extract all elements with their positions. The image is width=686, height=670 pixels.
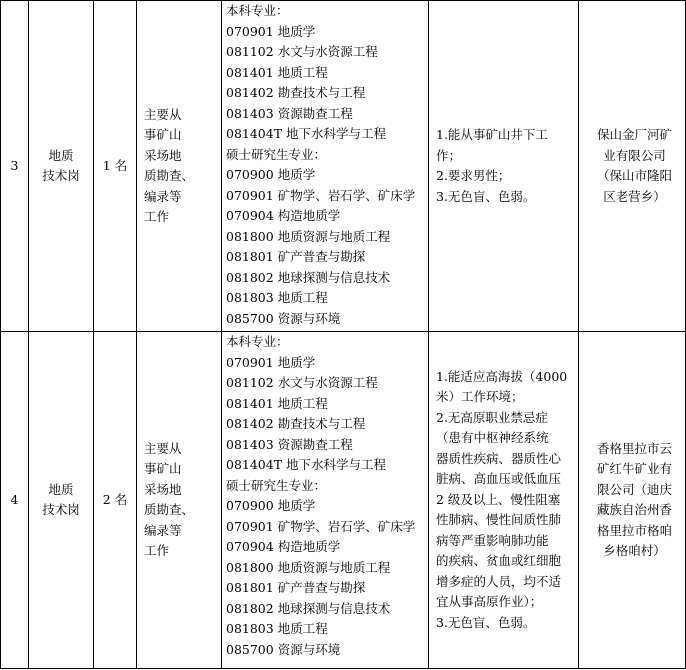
row-number: 4 xyxy=(1,332,29,669)
duty-line: 事矿山 xyxy=(144,127,182,142)
major-list xyxy=(222,1,429,332)
duty-description xyxy=(137,1,222,332)
duty-line: 主要从 xyxy=(144,440,182,456)
requirement-line: 米）工作环境； xyxy=(436,389,524,405)
duty-line: 工作 xyxy=(144,209,170,224)
headcount: 2 名 xyxy=(94,332,137,669)
major-line: 081802 地球探测与信息技术 xyxy=(226,269,391,285)
requirements xyxy=(429,332,579,669)
requirement-line: 3.无色盲、色弱。 xyxy=(436,188,536,204)
duty-line: 质勘查、 xyxy=(144,502,195,517)
major-list xyxy=(222,332,429,669)
requirement-line: 2.无高原职业禁忌症 xyxy=(436,409,548,425)
post-line: 地质 xyxy=(48,481,74,497)
requirement-line: 性肺病、慢性间质性肺 xyxy=(436,512,562,528)
headcount: 1 名 xyxy=(94,1,137,332)
major-line: 081403 资源勘查工程 xyxy=(226,105,353,121)
major-line: 081801 矿产普查与勘探 xyxy=(226,249,366,264)
post-line: 技术岗 xyxy=(42,168,80,183)
major-line: 硕士研究生专业： xyxy=(226,146,327,162)
requirement-line: 作； xyxy=(436,147,462,163)
major-line: 本科专业： xyxy=(226,3,289,18)
major-line: 070900 地质学 xyxy=(226,498,316,513)
post-line: 地质 xyxy=(48,147,74,163)
duty-description xyxy=(137,332,222,669)
major-line: 081401 地质工程 xyxy=(226,395,328,411)
major-line: 081803 地质工程 xyxy=(226,621,328,636)
row-number: 3 xyxy=(1,1,29,332)
duty-line: 编录等 xyxy=(144,188,182,204)
requirement-line: 3.无色盲、色弱。 xyxy=(436,614,536,630)
major-line: 硕士研究生专业： xyxy=(226,477,327,493)
post-line: 技术岗 xyxy=(42,502,80,517)
major-line: 081802 地球探测与信息技术 xyxy=(226,600,391,616)
major-line: 081800 地质资源与地质工程 xyxy=(226,559,391,575)
major-line: 070904 构造地质学 xyxy=(226,208,341,223)
requirement-line: 2.要求男性； xyxy=(436,168,511,183)
major-line: 081404T 地下水科学与工程 xyxy=(226,457,387,472)
requirement-line: （患有中枢神经系统 xyxy=(436,430,549,446)
major-line: 081402 勘查技术与工程 xyxy=(226,416,366,431)
major-line: 081403 资源勘查工程 xyxy=(226,436,353,452)
table-row xyxy=(1,332,686,669)
duty-line: 采场地 xyxy=(144,481,182,497)
unit-line: 香格里拉市云 xyxy=(596,440,672,456)
major-line: 085700 资源与环境 xyxy=(226,641,341,657)
unit-line: 业有限公司 xyxy=(603,147,666,163)
requirement-line: 2 级及以上、慢性阻塞 xyxy=(436,491,561,507)
major-line: 081404T 地下水科学与工程 xyxy=(226,126,387,141)
requirement-line: 宜从事高原作业）； xyxy=(436,594,543,610)
requirement-line: 1.能从事矿山井下工 xyxy=(436,127,548,142)
unit-line: 乡格咱村） xyxy=(603,543,666,558)
requirement-line: 1.能适应高海拔（4000 xyxy=(436,368,568,384)
duty-line: 编录等 xyxy=(144,522,182,538)
requirement-line: 器质性疾病、器质性心 xyxy=(436,450,562,466)
major-line: 081102 水文与水资源工程 xyxy=(226,375,378,390)
requirements xyxy=(429,1,579,332)
requirement-line: 病等严重影响肺功能 xyxy=(436,532,549,548)
table-row xyxy=(1,1,686,332)
major-line: 081401 地质工程 xyxy=(226,64,328,80)
duty-line: 事矿山 xyxy=(144,461,182,476)
post-name xyxy=(29,1,94,332)
requirement-line: 的疾病、贫血或红细胞 xyxy=(436,553,562,569)
major-line: 085700 资源与环境 xyxy=(226,310,341,326)
duty-line: 工作 xyxy=(144,543,170,558)
unit-line: 区老营乡） xyxy=(603,188,666,204)
unit-line: 藏族自治州香 xyxy=(596,502,672,517)
major-line: 081803 地质工程 xyxy=(226,290,328,305)
major-line: 070901 矿物学、岩石学、矿床学 xyxy=(226,187,416,203)
major-line: 081801 矿产普查与勘探 xyxy=(226,580,366,595)
duty-line: 采场地 xyxy=(144,147,182,163)
major-line: 070901 地质学 xyxy=(226,23,316,39)
unit-line: 矿红牛矿业有 xyxy=(596,461,672,476)
employer-unit xyxy=(579,332,686,669)
unit-line: （保山市隆阳 xyxy=(596,168,672,183)
duty-line: 质勘查、 xyxy=(144,168,195,183)
major-line: 081800 地质资源与地质工程 xyxy=(226,228,391,244)
major-line: 070901 矿物学、岩石学、矿床学 xyxy=(226,518,416,534)
post-name xyxy=(29,332,94,669)
unit-line: 限公司（迪庆 xyxy=(596,481,672,497)
major-line: 081402 勘查技术与工程 xyxy=(226,85,366,100)
major-line: 070901 地质学 xyxy=(226,354,316,370)
unit-line: 格里拉市格咱 xyxy=(596,522,672,538)
requirement-line: 脏病、高血压或低血压 xyxy=(436,471,562,487)
major-line: 本科专业： xyxy=(226,334,289,349)
employer-unit xyxy=(579,1,686,332)
unit-line: 保山金厂河矿 xyxy=(596,127,672,142)
major-line: 070900 地质学 xyxy=(226,167,316,182)
requirement-line: 增多症的人员，均不适 xyxy=(436,573,562,589)
duty-line: 主要从 xyxy=(144,106,182,122)
major-line: 081102 水文与水资源工程 xyxy=(226,44,378,59)
major-line: 070904 构造地质学 xyxy=(226,539,341,554)
